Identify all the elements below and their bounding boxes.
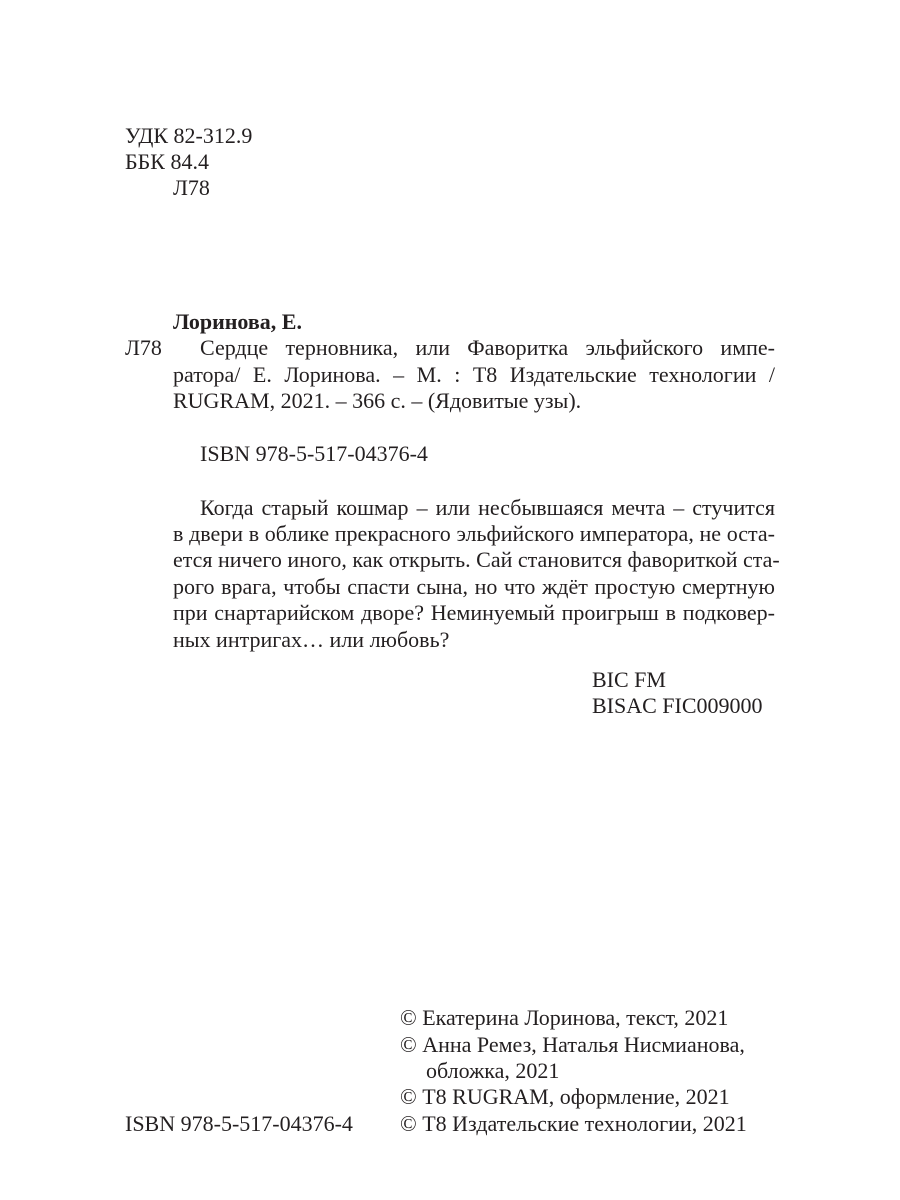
- annotation-line: при снартарийском дворе? Неминуемый проигрыш в подковер-: [173, 600, 775, 625]
- annotation-line: рого врага, чтобы спасти сына, но что ждёт простую смертную: [173, 574, 775, 599]
- copyright-line: © Екатерина Лоринова, текст, 2021: [400, 1005, 729, 1030]
- annotation-line: в двери в облике прекрасного эльфийского императора, не оста-: [173, 521, 775, 546]
- bbk-code: ББК 84.4: [125, 149, 209, 174]
- copyright-line: © Т8 Издательские технологии, 2021: [400, 1111, 747, 1136]
- annotation-line: ется ничего иного, как открыть. Сай становится фавориткой ста-: [173, 547, 780, 572]
- udk-code: УДК 82-312.9: [125, 123, 253, 148]
- bisac-code: BISAC FIC009000: [592, 693, 763, 718]
- author-mark: Л78: [173, 175, 210, 200]
- copyright-line: © Анна Ремез, Наталья Нисмианова,: [400, 1032, 745, 1057]
- author-name: Лоринова, Е.: [173, 309, 302, 334]
- copyright-line: обложка, 2021: [426, 1058, 560, 1083]
- record-mark: Л78: [125, 335, 162, 360]
- footer-isbn: ISBN 978-5-517-04376-4: [125, 1111, 353, 1136]
- record-line: ратора/ Е. Лоринова. – М. : Т8 Издательские технологии /: [173, 362, 775, 387]
- copyright-line: © Т8 RUGRAM, оформление, 2021: [400, 1084, 730, 1109]
- record-line: Сердце терновника, или Фаворитка эльфийского импе-: [200, 335, 775, 360]
- annotation-line: ных интригах… или любовь?: [173, 627, 450, 652]
- bic-code: BIC FM: [592, 667, 666, 692]
- isbn: ISBN 978-5-517-04376-4: [200, 441, 428, 466]
- record-line: RUGRAM, 2021. – 366 с. – (Ядовитые узы).: [173, 388, 582, 413]
- annotation-line: Когда старый кошмар – или несбывшаяся мечта – стучится: [200, 495, 775, 520]
